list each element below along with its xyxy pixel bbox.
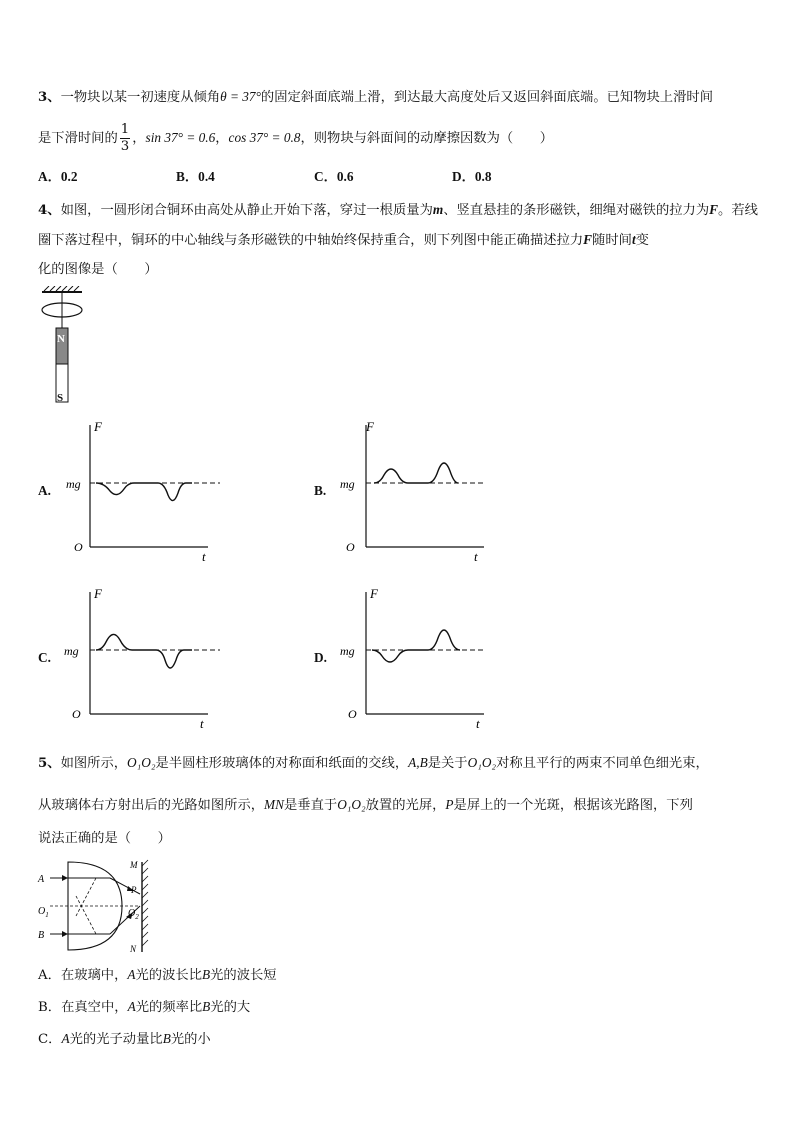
cos-value: cos 37° = 0.8: [228, 130, 301, 145]
force-symbol: F: [583, 232, 593, 247]
q3-text: 是下滑时间的: [38, 131, 118, 146]
option-text: 光的波长比: [135, 968, 202, 983]
axis-label-t: t: [202, 549, 206, 564]
question-number: 4、: [38, 203, 61, 218]
axis-label-f: F: [94, 419, 102, 434]
q5-option-b[interactable]: [38, 996, 763, 1019]
option-text: 光的波长短: [210, 968, 277, 983]
sin-value: sin 37° = 0.6: [145, 130, 216, 145]
fig-label-o1: [38, 906, 49, 919]
symbol-o1o2: O₁O₂: [467, 755, 497, 770]
force-symbol: F: [709, 202, 719, 217]
symbol-b: B: [162, 1031, 171, 1046]
symbol-b: B: [202, 999, 211, 1014]
fig-label-o1-main: O: [38, 906, 46, 917]
q4-option-c-label[interactable]: C.: [38, 650, 51, 665]
mass-symbol: m: [432, 202, 444, 217]
graph-option-c[interactable]: [60, 582, 230, 732]
q4-text: 、竖直悬挂的条形磁铁，细绳对磁铁的拉力为: [443, 203, 710, 218]
axis-label-mg: mg: [64, 644, 79, 658]
q3-option-b[interactable]: B．0.4: [176, 169, 215, 184]
fig-label-p: P: [131, 885, 137, 895]
q3-text: 的固定斜面底端上滑，到达最大高度处后又返回斜面底端。已知物块上滑时间: [260, 90, 713, 105]
question-5-line-3: 说法正确的是（ ）: [38, 831, 171, 846]
q4-text: 如图，一圆形闭合铜环由高处从静止开始下落，穿过一根质量为: [60, 203, 433, 218]
axis-label-f: F: [94, 586, 102, 601]
optics-light-path-figure: [36, 856, 166, 958]
option-text: 光的频率比: [135, 1000, 203, 1015]
frac-numerator: 1: [120, 122, 130, 137]
q5-text: 对称且平行的两束不同单色细光束，: [496, 756, 709, 771]
fig-label-n: N: [130, 944, 137, 954]
graph-option-a[interactable]: [60, 415, 230, 565]
fig-label-o2: [128, 908, 139, 921]
option-text: 光的大: [210, 1000, 251, 1015]
axis-label-t: t: [474, 549, 478, 564]
q5-text: 是垂直于: [284, 798, 338, 813]
graph-option-d[interactable]: [336, 582, 506, 732]
magnet-s-label: S: [57, 392, 64, 404]
symbol-ab: A,B: [408, 755, 428, 770]
graph-option-b[interactable]: [336, 415, 506, 565]
fig-label-o1-sub: 1: [45, 911, 49, 919]
symbol-b: B: [202, 967, 211, 982]
origin-label: O: [346, 540, 355, 554]
q5-option-a[interactable]: [38, 964, 763, 987]
option-text: B．在真空中，: [38, 1000, 128, 1015]
option-text: A．在玻璃中，: [38, 968, 128, 983]
q5-text: 是半圆柱形玻璃体的对称面和纸面的交线，: [155, 756, 409, 771]
origin-label: O: [74, 540, 83, 554]
option-text: 光的光子动量比: [69, 1032, 163, 1047]
q5-text: 从玻璃体右方射出后的光路如图所示，: [38, 798, 265, 813]
q3-text: 一物块以某一初速度从倾角: [60, 90, 221, 105]
symbol-o1o2: O₁O₂: [127, 755, 156, 770]
fig-label-b: B: [38, 930, 45, 941]
q4-text: 化的图像是（ ）: [38, 262, 158, 277]
q5-text: 是屏上的一个光斑，根据该光路图，下列: [453, 798, 693, 813]
symbol-a: A: [61, 1031, 70, 1046]
fig-label-o2-sub: 2: [135, 913, 139, 921]
origin-label: O: [348, 707, 357, 721]
symbol-o1o2: O₁O₂: [337, 797, 366, 812]
q5-text: 是关于: [427, 756, 468, 771]
axis-label-t: t: [476, 716, 480, 731]
q4-option-d-label[interactable]: D.: [314, 650, 327, 665]
magnet-ring-figure: [36, 286, 96, 406]
q5-text: 放置的光屏，: [365, 798, 446, 813]
fig-label-m: M: [130, 860, 138, 870]
fraction-one-third: [120, 122, 130, 155]
symbol-a: A: [127, 967, 136, 982]
question-3-line-1: [38, 86, 763, 109]
q5-text: 如图所示，: [60, 756, 128, 771]
axis-label-f: F: [370, 586, 378, 601]
axis-label-mg: mg: [340, 644, 355, 658]
q5-option-c[interactable]: [38, 1028, 763, 1051]
question-5-line-2: [38, 794, 763, 817]
q4-option-a-label[interactable]: A.: [38, 483, 51, 498]
q3-text: ，则物块与斜面间的动摩擦因数为（ ）: [300, 131, 554, 146]
frac-denominator: 3: [120, 139, 130, 154]
q4-text: 变: [635, 233, 649, 248]
axis-label-mg: mg: [340, 477, 355, 491]
question-number: 5、: [38, 756, 61, 771]
symbol-p: P: [445, 797, 454, 812]
fig-label-o2-main: O: [128, 908, 136, 919]
q3-option-c[interactable]: C．0.6: [314, 169, 354, 184]
option-text: 光的小: [170, 1032, 211, 1047]
q3-option-d[interactable]: D．0.8: [452, 169, 492, 184]
time-symbol: t: [631, 232, 636, 247]
axis-label-t: t: [200, 716, 204, 731]
q4-text: 。若线圈下落过程中，铜环的中心轴线与条形磁铁的中轴始终保持重合，则下列图中能正确描述拉力: [38, 203, 758, 248]
question-5-line-1: [38, 752, 763, 775]
axis-label-mg: mg: [66, 477, 81, 491]
angle-theta: θ = 37°: [220, 89, 261, 104]
magnet-n-label: N: [57, 333, 65, 345]
fig-label-a: A: [38, 874, 45, 885]
q4-option-b-label[interactable]: B.: [314, 483, 327, 498]
origin-label: O: [72, 707, 81, 721]
question-4-text: [38, 195, 763, 284]
question-3-line-2: 是下滑时间的 $\frac{1}{3}$ ，sin 37° = 0.6，cos 37° = 0.8，则物块与斜面间的动摩擦因数为（ ）: [38, 122, 554, 154]
symbol-a: A: [127, 999, 136, 1014]
axis-label-f: F: [366, 419, 374, 434]
option-text: C．: [38, 1032, 62, 1047]
symbol-mn: MN: [264, 797, 284, 812]
q4-text: 随时间: [592, 233, 632, 248]
q3-option-a[interactable]: A．0.2: [38, 169, 78, 184]
question-number: 3、: [38, 90, 61, 105]
